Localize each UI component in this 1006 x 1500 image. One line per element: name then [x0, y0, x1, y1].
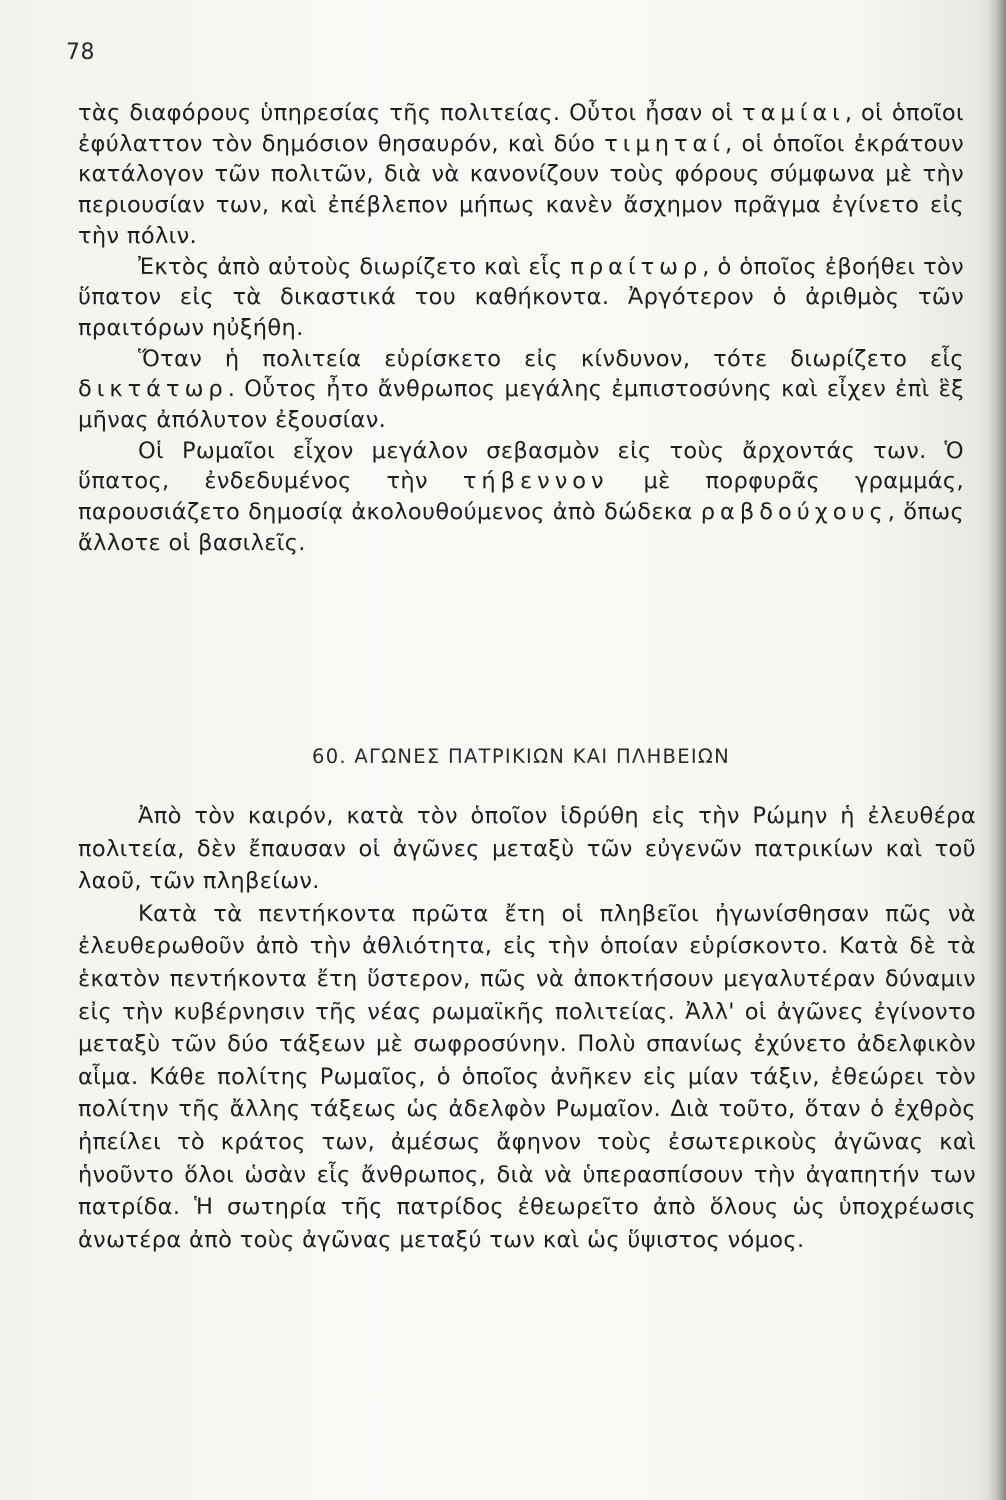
text-run: Κατὰ τὰ πεντήκοντα πρῶτα ἔτη οἱ πληβεῖοι ἠγωνίσθησαν πῶς νὰ ἐλευθερωθοῦν ἀπὸ τὴν ἀθλιότητα, εἰς τὴν ὁποίαν εὑρίσκοντο. Κατὰ δὲ τὰ ἑκατὸν πεντήκοντα ἔτη ὕστερον, πῶς νὰ ἀποκτήσουν μεγαλυτέραν δύναμιν εἰς τὴν κυβέρνησιν τῆς νέας ρωμαϊκῆς πολιτείας. Ἀλλ' οἱ ἀγῶνες ἐγίνοντο μεταξὺ τῶν δύο τάξεων μὲ σωφροσύνην. Πολὺ σπανίως ἐχύνετο ἀδελφικὸν αἷμα. Κάθε πολίτης Ρωμαῖος, ὁ ὁποῖος ἀνῆκεν εἰς μίαν τάξιν, ἐθεώρει τὸν πολίτην τῆς ἄλλης τάξεως ὡς ἀδελφὸν Ρωμαῖον. Διὰ τοῦτο, ὅταν ὁ ἐχθρὸς ἠπείλει τὸ κράτος των, ἀμέσως ἄφηνον τοὺς ἐσωτερικοὺς ἀγῶνας καὶ ἡνοῦντο ὅλοι ὡσὰν εἷς ἄνθρωπος, διὰ νὰ ὑπερασπίσουν τὴν ἀγαπητήν των πατρίδα. Ἡ σωτηρία τῆς πατρίδος ἐθεωρεῖτο ἀπὸ ὅλους ὡς ὑποχρέωσις ἀνωτέρα ἀπὸ τοὺς ἀγῶνας μεταξύ των καὶ ὡς ὕψιστος νόμος.	[78, 900, 976, 1253]
text-run: , ὅπως ἄλλοτε οἱ βασιλεῖς.	[78, 499, 965, 556]
spaced-term: δικτάτωρ	[78, 376, 228, 403]
spaced-term: πραίτωρ	[570, 253, 703, 280]
text-run: Ὅταν ἡ πολιτεία εὑρίσκετο εἰς κίνδυνον, τότε διωρίζετο εἷς	[138, 345, 964, 372]
text-run: Ἐκτὸς ἀπὸ αὐτοὺς διωρίζετο καὶ εἷς	[138, 253, 571, 280]
spaced-term: ραβδούχους	[700, 499, 888, 526]
spaced-term: τήβεννον	[462, 468, 609, 495]
text-run: Ἀπὸ τὸν καιρόν, κατὰ τὸν ὁποῖον ἱδρύθη εἰς τὴν Ρώμην ἡ ἐλευθέρα πολιτεία, δὲν ἔπαυσαν οἱ ἀγῶνες μεταξὺ τῶν εὐγενῶν πατρικίων καὶ τοῦ λαοῦ, τῶν πληβείων.	[78, 803, 976, 895]
spaced-term: τιμηταί	[604, 130, 725, 157]
section-60-text	[78, 800, 976, 1256]
section-heading: 60. ΑΓΩΝΕΣ ΠΑΤΡΙΚΙΩΝ ΚΑΙ ΠΛΗΒΕΙΩΝ	[312, 745, 730, 768]
page-spine-shadow	[988, 0, 1006, 1500]
text-run: Οἱ Ρωμαῖοι εἶχον μεγάλον σεβασμὸν εἰς τοὺς ἄρχοντάς των. Ὁ ὕπατος, ἐνδεδυμένος τὴν	[78, 437, 964, 495]
text-run: μὲ πορφυρᾶς γραμμάς, παρουσιάζετο δημοσίᾳ ἀκολουθούμενος ἀπὸ δώδεκα	[78, 468, 964, 526]
paragraph	[78, 800, 976, 898]
text-run: . Οὗτος ἦτο ἄνθρωπος μεγάλης ἐμπιστοσύνης καὶ εἶχεν ἐπὶ ἓξ μῆνας ἀπόλυτον ἐξουσίαν.	[78, 376, 964, 434]
spaced-term: ταμίαι	[742, 100, 845, 126]
paragraph	[78, 98, 964, 252]
text-run: , οἱ ὁποῖοι ἐφύλαττον τὸν δημόσιον θησαυρόν, καὶ δύο	[78, 100, 964, 157]
text-run: τὰς διαφόρους ὑπηρεσίας τῆς πολιτείας. Οὗτοι ἦσαν οἱ	[78, 100, 743, 126]
paragraph	[78, 344, 964, 436]
text-run: , ὁ ὁποῖος ἐβοήθει τὸν ὕπατον εἰς τὰ δικαστικά του καθήκοντα. Ἀργότερον ὁ ἀριθμὸς τῶν πραιτόρων ηὐξήθη.	[78, 253, 965, 341]
paragraph	[78, 898, 976, 1257]
page-number: 78	[66, 40, 95, 65]
paragraph	[78, 436, 964, 559]
text-run: , οἱ ὁποῖοι ἐκράτουν κατάλογον τῶν πολιτῶν, διὰ νὰ κανονίζουν τοὺς φόρους σύμφωνα μὲ τὴν περιουσίαν των, καὶ ἐπέβλεπον μήπως κανὲν ἄσχημον πρᾶγμα ἐγίνετο εἰς τὴν πόλιν.	[78, 130, 964, 249]
section-59-text	[78, 98, 964, 559]
paragraph	[78, 252, 964, 344]
